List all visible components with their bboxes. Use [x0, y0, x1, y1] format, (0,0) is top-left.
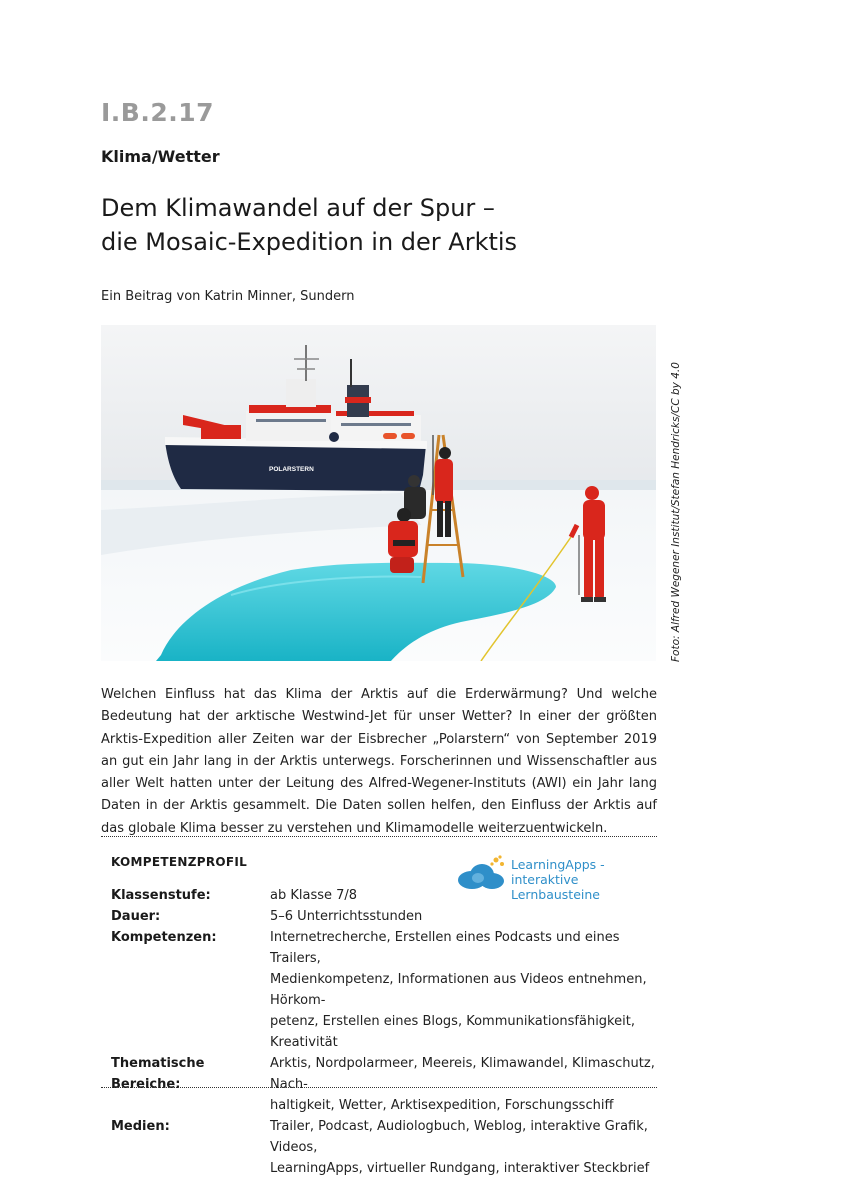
profile-value-line: LearningApps, virtueller Rundgang, interaktiver Steckbrief	[270, 1161, 650, 1176]
unit-code: I.B.2.17	[101, 98, 215, 127]
profile-label: Dauer:	[111, 909, 161, 924]
intro-paragraph: Welchen Einfluss hat das Klima der Arktis auf die Erderwärmung? Und welche Bedeutung hat der arktische Westwind-Jet für unser Wetter? In einer der größten Arktis-Expedition aller Zeiten war der Eisbrecher „Polarstern“ von September 2019 an gut ein Jahr lang in der Arktis unterwegs. Forscherinnen und Wissenschaftler aus aller Welt hatten unter der Leitung des Alfred-Wegener-Instituts (AWI) ein Jahr lang Daten in der Arktis gesammelt. Die Daten sollen helfen, den Einfluss der Arktis auf das globale Klima besser zu verstehen und Klimamodelle weiterzuentwickeln.	[101, 687, 657, 836]
profile-value	[270, 885, 657, 906]
profile-row-klassenstufe	[111, 885, 657, 906]
profile-value-line: haltigkeit, Wetter, Arktisexpedition, Forschungsschiff	[270, 1098, 614, 1113]
logo-line: interaktive Lernbausteine	[511, 872, 600, 902]
profile-value-line: Internetrecherche, Erstellen eines Podcasts und eines Trailers,	[270, 930, 620, 966]
author-line: Ein Beitrag von Katrin Minner, Sundern	[101, 289, 355, 304]
kompetenzprofil-heading: KOMPETENZPROFIL	[111, 855, 248, 869]
profile-label: Klassenstufe:	[111, 888, 211, 903]
profile-value	[270, 1116, 657, 1179]
profile-value-line: Trailer, Podcast, Audiologbuch, Weblog, interaktive Grafik, Videos,	[270, 1119, 648, 1155]
polarstern-ice-scene	[101, 325, 656, 661]
profile-value-line: Medienkompetenz, Informationen aus Videos entnehmen, Hörkom-	[270, 972, 647, 1008]
photo-credit	[670, 362, 682, 662]
profile-row-medien	[111, 1116, 657, 1179]
profile-label: Kompetenzen:	[111, 930, 217, 945]
profile-value-line: ab Klasse 7/8	[270, 888, 358, 903]
competence-profile-table	[111, 885, 657, 1179]
profile-value	[270, 1053, 657, 1116]
profile-label: Thematische Bereiche:	[111, 1056, 205, 1092]
expedition-photo	[101, 325, 656, 661]
logo-line: LearningApps -	[511, 857, 605, 872]
profile-label: Medien:	[111, 1119, 170, 1134]
ship-name-text: POLARSTERN	[269, 466, 314, 473]
profile-value	[270, 927, 657, 1053]
profile-row-thematische-bereiche	[111, 1053, 657, 1116]
learningapps-logo	[456, 848, 661, 902]
profile-row-dauer	[111, 906, 657, 927]
profile-value-line: 5–6 Unterrichtsstunden	[270, 909, 423, 924]
photo-credit-text: Foto: Alfred Wegener Institut/Stefan Hendricks/CC by 4.0	[670, 362, 682, 662]
profile-row-kompetenzen	[111, 927, 657, 1053]
profile-value	[270, 906, 657, 927]
subject-heading: Klima/Wetter	[101, 147, 220, 166]
title-line: die Mosaic-Expedition in der Arktis	[101, 228, 518, 256]
page-title	[101, 191, 517, 259]
profile-value-line: Arktis, Nordpolarmeer, Meereis, Klimawandel, Klimaschutz, Nach-	[270, 1056, 655, 1092]
profile-value-line: petenz, Erstellen eines Blogs, Kommunikationsfähigkeit, Kreativität	[270, 1014, 635, 1050]
dotted-divider-bottom	[101, 1087, 657, 1088]
title-line: Dem Klimawandel auf der Spur –	[101, 194, 495, 222]
dotted-divider-top	[101, 836, 657, 837]
